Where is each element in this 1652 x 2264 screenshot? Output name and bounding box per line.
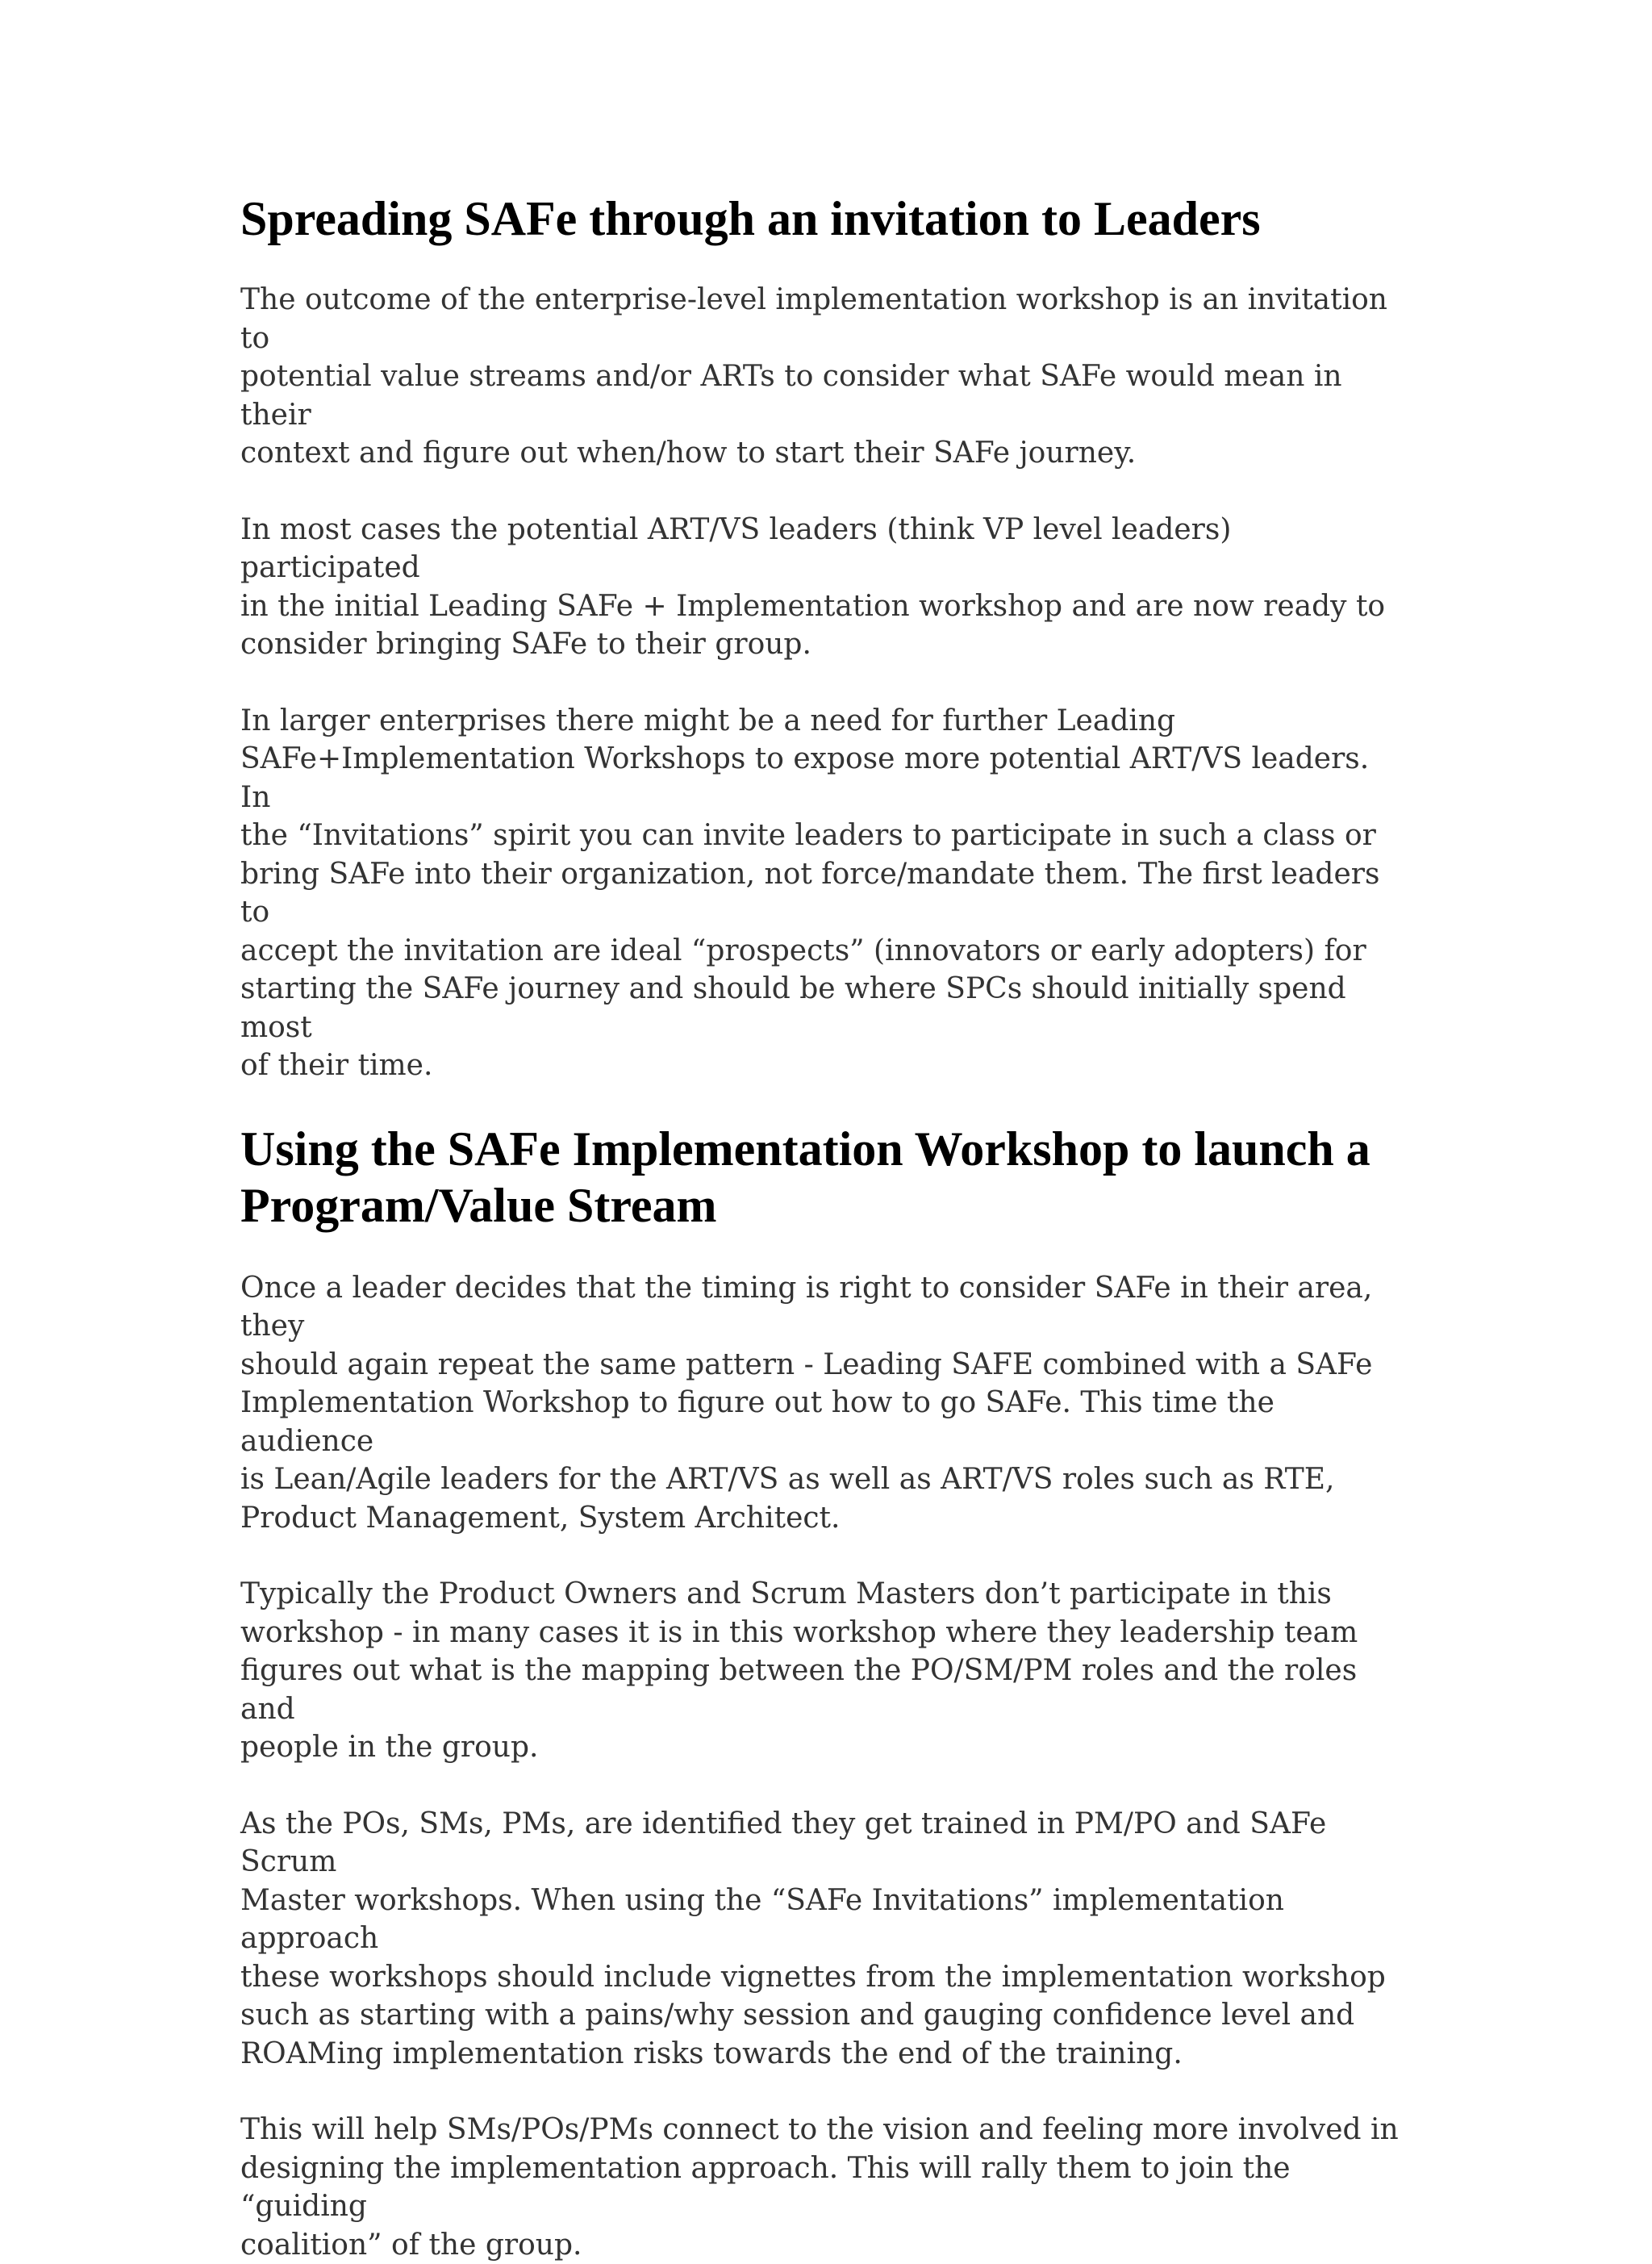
paragraph-pos-sms-pms: As the POs, SMs, PMs, are identified they get trained in PM/PO and SAFe Scrum Master workshops. When using the “SAFe Invitations” implementation approach these workshops should include vignettes from the implementation workshop such as starting with a pains/why session and gauging confidence level and ROAMing implementation risks towards the end of the training. xyxy=(240,1807,1386,2070)
paragraph-product-owners: Typically the Product Owners and Scrum Masters don’t participate in this workshop - in many cases it is in this workshop where they leadership team figures out what is the mapping between the PO/SM/PM roles and the roles and people in the group. xyxy=(240,1577,1358,1764)
section-heading-implementation-workshop: Using the SAFe Implementation Workshop to launch a Program/Value Stream xyxy=(240,1122,1370,1232)
paragraph-leader-decides: Once a leader decides that the timing is right to consider SAFe in their area, they should again repeat the same pattern - Leading SAFE combined with a SAFe Implementation Workshop to figure out how to go SAFe. This time the audience is Lean/Agile leaders for the ART/VS as well as ART/VS roles such as RTE, Product Management, System Architect. xyxy=(240,1271,1373,1535)
paragraph-art-vs-leaders: In most cases the potential ART/VS leaders (think VP level leaders) participated in the initial Leading SAFe + Implementation workshop and are now ready to consider bringing SAFe to their group. xyxy=(240,512,1386,661)
document-body xyxy=(240,190,1402,2264)
paragraph-guiding-coalition: This will help SMs/POs/PMs connect to the vision and feeling more involved in designing the implementation approach. This will rally them to join the “guiding coalition” of the group. xyxy=(240,2113,1399,2262)
paragraph-larger-enterprises: In larger enterprises there might be a need for further Leading SAFe+Implementation Workshops to expose more potential ART/VS leaders. In the “Invitations” spirit you can invite leaders to participate in such a class or bring SAFe into their organization, not force/mandate them. The first leaders to accept the invitation are ideal “prospects” (innovators or early adopters) for starting the SAFe journey and should be where SPCs should initially spend most of their time. xyxy=(240,704,1380,1082)
paragraph-outcome: The outcome of the enterprise-level implementation workshop is an invitation to potential value streams and/or ARTs to consider what SAFe would mean in their context and figure out when/how to start their SAFe journey. xyxy=(240,283,1387,470)
section-heading-spreading-safe: Spreading SAFe through an invitation to Leaders xyxy=(240,192,1261,245)
